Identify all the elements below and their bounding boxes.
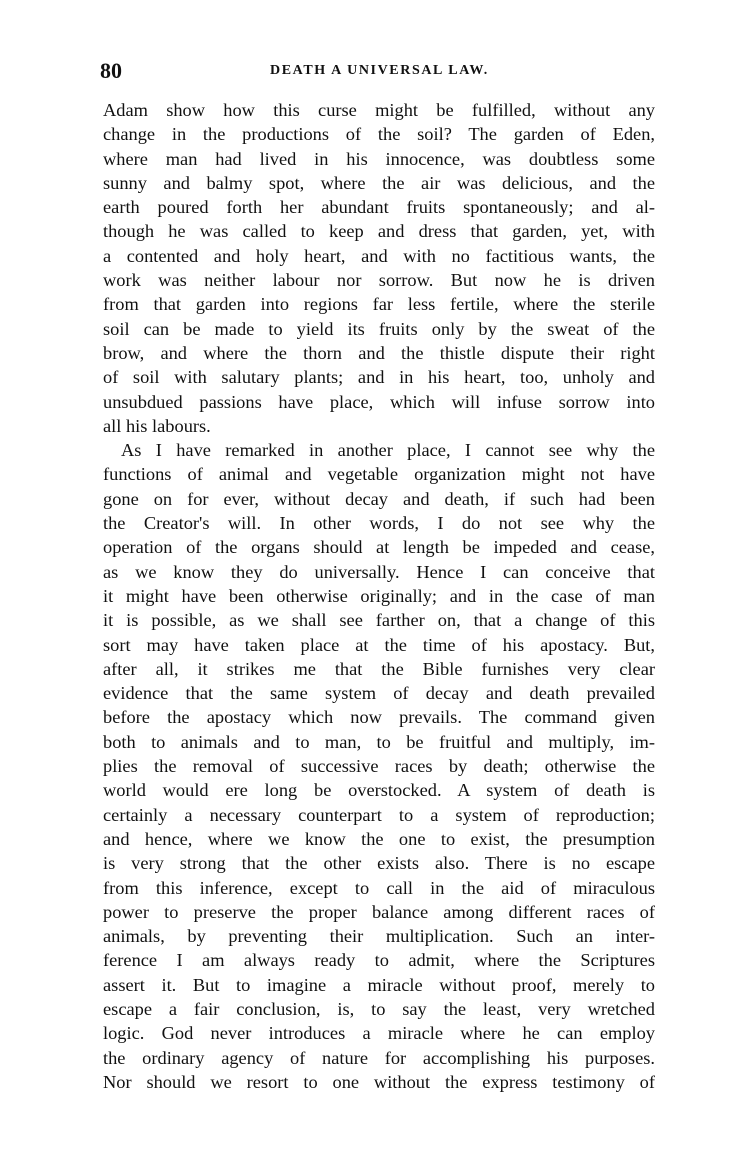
text-line: after all, it strikes me that the Bible furnishes very clear [103, 658, 655, 679]
text-line: is very strong that the other exists also. There is no escape [103, 853, 655, 874]
text-line: a contented and holy heart, and with no factitious wants, the [103, 245, 655, 266]
text-line: animals, by preventing their multiplication. Such an inter- [103, 926, 655, 947]
page-number: 80 [100, 58, 122, 83]
text-line: though he was called to keep and dress that garden, yet, with [103, 221, 655, 242]
text-line: sort may have taken place at the time of his apostacy. But, [103, 634, 655, 655]
text-line: all his labours. [103, 415, 211, 436]
text-line: world would ere long be overstocked. A system of death is [103, 780, 655, 801]
text-line: functions of animal and vegetable organization might not have [103, 464, 655, 485]
text-line: from this inference, except to call in the aid of miraculous [103, 877, 655, 898]
text-line: earth poured forth her abundant fruits spontaneously; and al- [103, 197, 655, 218]
text-line: the ordinary agency of nature for accomplishing his purposes. [103, 1047, 655, 1068]
text-line: where man had lived in his innocence, was doubtless some [103, 148, 655, 169]
text-line: it might have been otherwise originally; and in the case of man [103, 585, 655, 606]
text-line: brow, and where the thorn and the thistle dispute their right [103, 342, 655, 363]
body-text [103, 98, 655, 1094]
running-head [100, 58, 660, 88]
text-line: power to preserve the proper balance among different races of [103, 901, 655, 922]
paragraph-1 [103, 98, 655, 438]
text-line: before the apostacy which now prevails. The command given [103, 707, 655, 728]
text-line: sunny and balmy spot, where the air was delicious, and the [103, 172, 655, 193]
running-title: DEATH A UNIVERSAL LAW. [270, 63, 489, 78]
text-line: plies the removal of successive races by death; otherwise the [103, 756, 655, 777]
paragraph-2 [103, 438, 655, 1094]
text-line: change in the productions of the soil? The garden of Eden, [103, 124, 655, 145]
text-line: soil can be made to yield its fruits only by the sweat of the [103, 318, 655, 339]
text-line: and hence, where we know the one to exist, the presumption [103, 828, 655, 849]
text-line: Adam show how this curse might be fulfilled, without any [103, 100, 655, 120]
text-line: it is possible, as we shall see farther on, that a change of this [103, 610, 655, 631]
text-line: certainly a necessary counterpart to a system of reproduction; [103, 804, 655, 825]
text-line: from that garden into regions far less fertile, where the sterile [103, 294, 655, 315]
text-line: evidence that the same system of decay and death prevailed [103, 683, 655, 704]
text-line: escape a fair conclusion, is, to say the least, very wretched [103, 998, 655, 1019]
text-line: ference I am always ready to admit, where the Scriptures [103, 950, 655, 971]
text-line: Nor should we resort to one without the express testimony of [103, 1071, 655, 1092]
text-line: operation of the organs should at length be impeded and cease, [103, 537, 655, 558]
text-line: as we know they do universally. Hence I can conceive that [103, 561, 655, 582]
text-line: both to animals and to man, to be fruitful and multiply, im- [103, 731, 655, 752]
text-line: unsubdued passions have place, which will infuse sorrow into [103, 391, 655, 412]
text-line: of soil with salutary plants; and in his heart, too, unholy and [103, 367, 655, 388]
text-line: the Creator's will. In other words, I do not see why the [103, 513, 655, 534]
text-line: work was neither labour nor sorrow. But now he is driven [103, 270, 655, 291]
text-line: logic. God never introduces a miracle where he can employ [103, 1023, 655, 1044]
text-line: assert it. But to imagine a miracle without proof, merely to [103, 974, 655, 995]
text-line: As I have remarked in another place, I cannot see why the [121, 440, 655, 461]
text-line: gone on for ever, without decay and death, if such had been [103, 488, 655, 509]
